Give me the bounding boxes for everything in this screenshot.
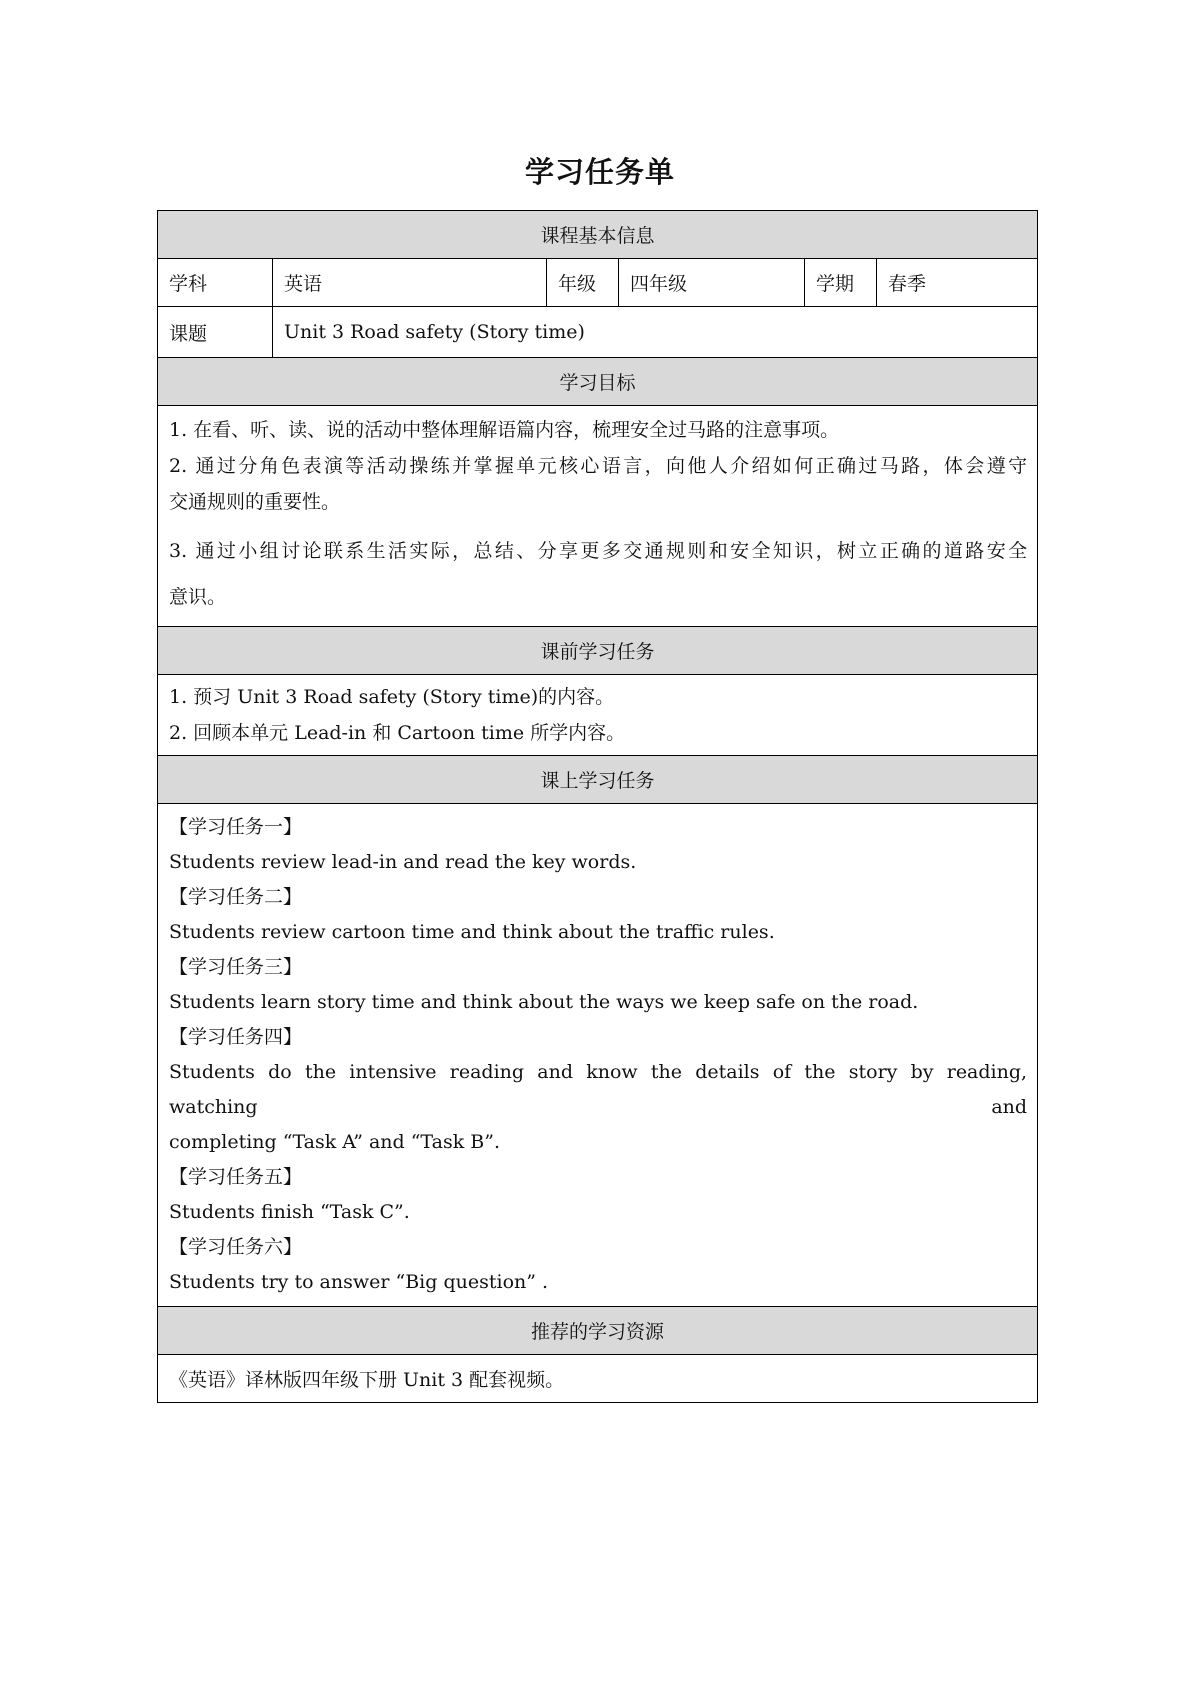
- task-2-heading: 【学习任务二】: [169, 886, 303, 908]
- task-2-description: Students review cartoon time and think about the traffic rules.: [169, 921, 775, 943]
- goal-item-3-line-2: 意识。: [169, 586, 227, 608]
- pre-class-task-list: [158, 675, 1038, 756]
- term-value: 春季: [877, 259, 1038, 307]
- subject-value: 英语: [273, 259, 547, 307]
- section-basic-info: 课程基本信息: [158, 211, 1038, 259]
- grade-label: 年级: [547, 259, 619, 307]
- pre-task-2: 2. 回顾本单元 Lead-in 和 Cartoon time 所学内容。: [169, 722, 626, 744]
- grade-value: 四年级: [619, 259, 805, 307]
- resource-item: 《英语》译林版四年级下册 Unit 3 配套视频。: [158, 1355, 1038, 1403]
- section-in-class: 课上学习任务: [158, 756, 1038, 804]
- task-sheet-table: [157, 210, 1038, 1403]
- goals-list: [158, 406, 1038, 627]
- task-1-heading: 【学习任务一】: [169, 816, 303, 838]
- goal-item-2-line-1: 2. 通过分角色表演等活动操练并掌握单元核心语言，向他人介绍如何正确过马路，体会遵守: [169, 455, 1028, 477]
- goal-item-3-line-1: 3. 通过小组讨论联系生活实际，总结、分享更多交通规则和安全知识，树立正确的道路安全: [169, 540, 1028, 562]
- task-5-description: Students finish “Task C”.: [169, 1201, 410, 1223]
- subject-label: 学科: [158, 259, 273, 307]
- task-4-heading: 【学习任务四】: [169, 1026, 303, 1048]
- task-4-description-line-2: completing “Task A” and “Task B”.: [169, 1131, 500, 1153]
- task-3-description: Students learn story time and think about the ways we keep safe on the road.: [169, 991, 919, 1013]
- section-goals: 学习目标: [158, 358, 1038, 406]
- task-4-description-line-1: Students do the intensive reading and know the details of the story by reading, watching and: [169, 1061, 1028, 1118]
- goal-item-1: 1. 在看、听、读、说的活动中整体理解语篇内容，梳理安全过马路的注意事项。: [169, 419, 840, 441]
- topic-label: 课题: [158, 307, 273, 358]
- task-1-description: Students review lead-in and read the key words.: [169, 851, 637, 873]
- task-5-heading: 【学习任务五】: [169, 1166, 303, 1188]
- section-resources: 推荐的学习资源: [158, 1307, 1038, 1355]
- in-class-task-list: [158, 804, 1038, 1307]
- term-label: 学期: [805, 259, 877, 307]
- goal-item-2-line-2: 交通规则的重要性。: [169, 491, 341, 513]
- topic-value: Unit 3 Road safety (Story time): [273, 307, 1038, 358]
- task-6-heading: 【学习任务六】: [169, 1236, 303, 1258]
- task-6-description: Students try to answer “Big question” .: [169, 1271, 549, 1293]
- pre-task-1: 1. 预习 Unit 3 Road safety (Story time)的内容。: [169, 686, 615, 708]
- section-pre-class: 课前学习任务: [158, 627, 1038, 675]
- page-title: 学习任务单: [524, 155, 675, 189]
- task-3-heading: 【学习任务三】: [169, 956, 303, 978]
